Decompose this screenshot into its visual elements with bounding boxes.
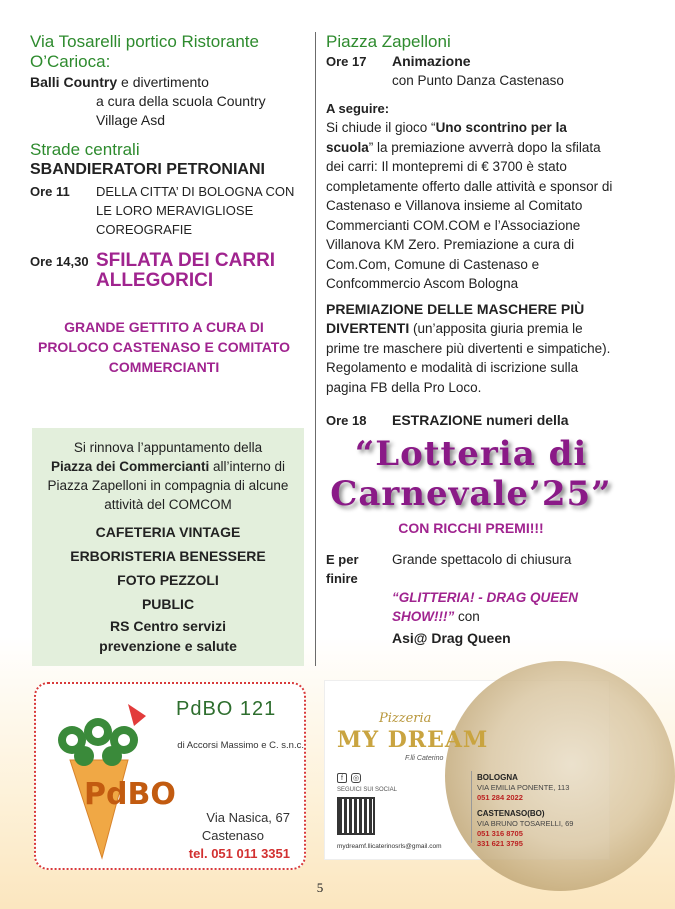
balli-line2: a cura della scuola Country (96, 93, 266, 109)
shop-item-rs2: prevenzione e salute (99, 638, 237, 654)
pdbo-ad (34, 682, 306, 870)
ore11-label: Ore 11 (30, 184, 70, 199)
balli-bold: Balli Country (30, 74, 118, 90)
animazione: Animazione (392, 53, 471, 69)
ore17-label: Ore 17 (326, 54, 367, 69)
ore18-label: Ore 18 (326, 413, 367, 428)
right-column (326, 32, 616, 648)
ore1430-row (30, 251, 298, 291)
column-divider (315, 32, 316, 666)
shop-item: FOTO PEZZOLI (117, 572, 219, 588)
pizzeria-brand: MY DREAM (337, 727, 489, 753)
animazione-sub: con Punto Danza Castenaso (392, 73, 564, 88)
ore11-text: DELLA CITTA’ DI BOLOGNA CON LE LORO MERAVIGLIOSE COREOGRAFIE (96, 184, 295, 237)
shop-list (40, 520, 296, 656)
shop-item: PUBLIC (141, 596, 195, 612)
premiazione-bold: PREMIAZIONE DELLE MASCHERE PIÙ DIVERTENTI (326, 300, 585, 336)
lotteria-line1: “Lotteria di (354, 434, 588, 474)
pizzeria-email[interactable]: mydreamf.llicaterinosrls@gmail.com (337, 843, 442, 850)
glitteria: “GLITTERIA! - DRAG QUEEN SHOW!!!” (392, 590, 578, 624)
pdbo-logo (50, 700, 176, 860)
vertical-separator (471, 771, 472, 843)
ore18-row (326, 411, 616, 430)
greenbox-intro1: Si rinnova l’appuntamento della (73, 440, 263, 455)
per-finire-row (326, 550, 616, 588)
sfilata-text: SFILATA DEI CARRI ALLEGORICI (96, 250, 276, 291)
castenaso-label: CASTENASO(BO) (477, 809, 545, 818)
ore1430-label: Ore 14,30 (30, 254, 89, 269)
piazza-title: Piazza Zapelloni (326, 32, 451, 51)
premiazione-rest: (un’apposita giuria premia le prime tre maschere più divertenti e simpatiche). Regolamento e modalità di iscrizione sulla pagina FB della Pro Loco. (326, 321, 611, 395)
bologna-label: BOLOGNA (477, 773, 518, 782)
pdbo-logo-text: PdBO (84, 777, 176, 812)
castenaso-phone1: 051 316 8705 (477, 829, 523, 838)
facebook-icon[interactable]: f (337, 773, 347, 783)
ricchi-premi: CON RICCHI PREMI!!! (398, 520, 544, 536)
para1-b: ” la premiazione avverrà dopo la sfilata dei carri: Il montepremi di € 3700 è stato completamente offerto dalle attività e sponsor di Castenaso e Villanova insieme al Comitato Commercianti COM.COM e l’Associazione Villanova KM Zero. Premiazione a cura di Com.Com, Comune di Castenaso e Confcommercio Ascom Bologna (326, 139, 613, 291)
spettacolo: Grande spettacolo di chiusura (392, 552, 572, 567)
gettito-text: GRANDE GETTITO A CURA DI PROLOCO CASTENASO E COMITATO COMMERCIANTI (37, 319, 290, 375)
pizzeria-script: Pizzeria (379, 711, 432, 726)
per-finire-label: E per finire (326, 552, 359, 586)
ore11-row (30, 182, 298, 239)
greenbox-intro-bold: Piazza dei Commercianti (50, 459, 210, 474)
instagram-icon[interactable]: ◎ (352, 775, 360, 782)
balli-line3: Village Asd (96, 112, 166, 128)
bologna-addr: VIA EMILIA PONENTE, 113 (477, 783, 570, 792)
strade-title: Strade centrali (30, 140, 140, 159)
estrazione-bold: ESTRAZIONE (392, 412, 483, 428)
page-number: 5 (316, 880, 324, 895)
social-icons (337, 773, 361, 783)
pdbo-phone: tel. 051 011 3351 (188, 846, 290, 861)
scontrino-paragraph (326, 118, 616, 294)
pdbo-company: di Accorsi Massimo e C. s.n.c. (177, 740, 304, 751)
bologna-phone: 051 284 2022 (477, 793, 523, 802)
shop-item: CAFETERIA VINTAGE (95, 524, 241, 540)
estrazione-rest: numeri della (482, 412, 569, 428)
greenbox-intro2: all’interno di Piazza Zapelloni in compagnia di alcune attività del COMCOM (47, 459, 289, 512)
premiazione-paragraph (326, 300, 616, 398)
sbandieratori: SBANDIERATORI PETRONIANI (30, 161, 265, 178)
balli-rest: e divertimento (117, 74, 209, 90)
social-text: SEGUICI SUI SOCIAL (337, 787, 398, 793)
castenaso-phone2: 331 621 3795 (477, 839, 523, 848)
con: con (454, 609, 480, 624)
pdbo-title: PdBO 121 (176, 698, 277, 720)
tosarelli-title: Via Tosarelli portico Ristorante O’Carioca: (30, 32, 259, 71)
a-seguire: A seguire: (326, 101, 390, 116)
qr-code-icon[interactable] (337, 797, 375, 835)
lotteria-line2: Carnevale’25” (330, 474, 612, 514)
pizzeria-ad (324, 680, 610, 860)
shop-item: ERBORISTERIA BENESSERE (70, 548, 266, 564)
balli-line (30, 73, 298, 92)
asi-drag: Asi@ Drag Queen (392, 630, 511, 646)
estrazione (392, 411, 569, 430)
pizzeria-fratelli: F.lli Caterino (405, 755, 444, 762)
greenbox-intro (40, 438, 296, 514)
pdbo-address: Via Nasica, 67 (206, 810, 290, 825)
left-column (30, 32, 298, 377)
para1-bold: Uno scontrino per la scuola (326, 120, 567, 155)
ore17-row (326, 52, 616, 71)
glitteria-line (326, 588, 616, 626)
shop-item-rs: RS Centro servizi (110, 618, 226, 634)
para1-a: Si chiude il gioco “ (326, 120, 436, 135)
castenaso-addr: VIA BRUNO TOSARELLI, 69 (477, 819, 574, 828)
piazza-commercianti-box (32, 428, 304, 666)
pdbo-city: Castenaso (201, 828, 264, 843)
